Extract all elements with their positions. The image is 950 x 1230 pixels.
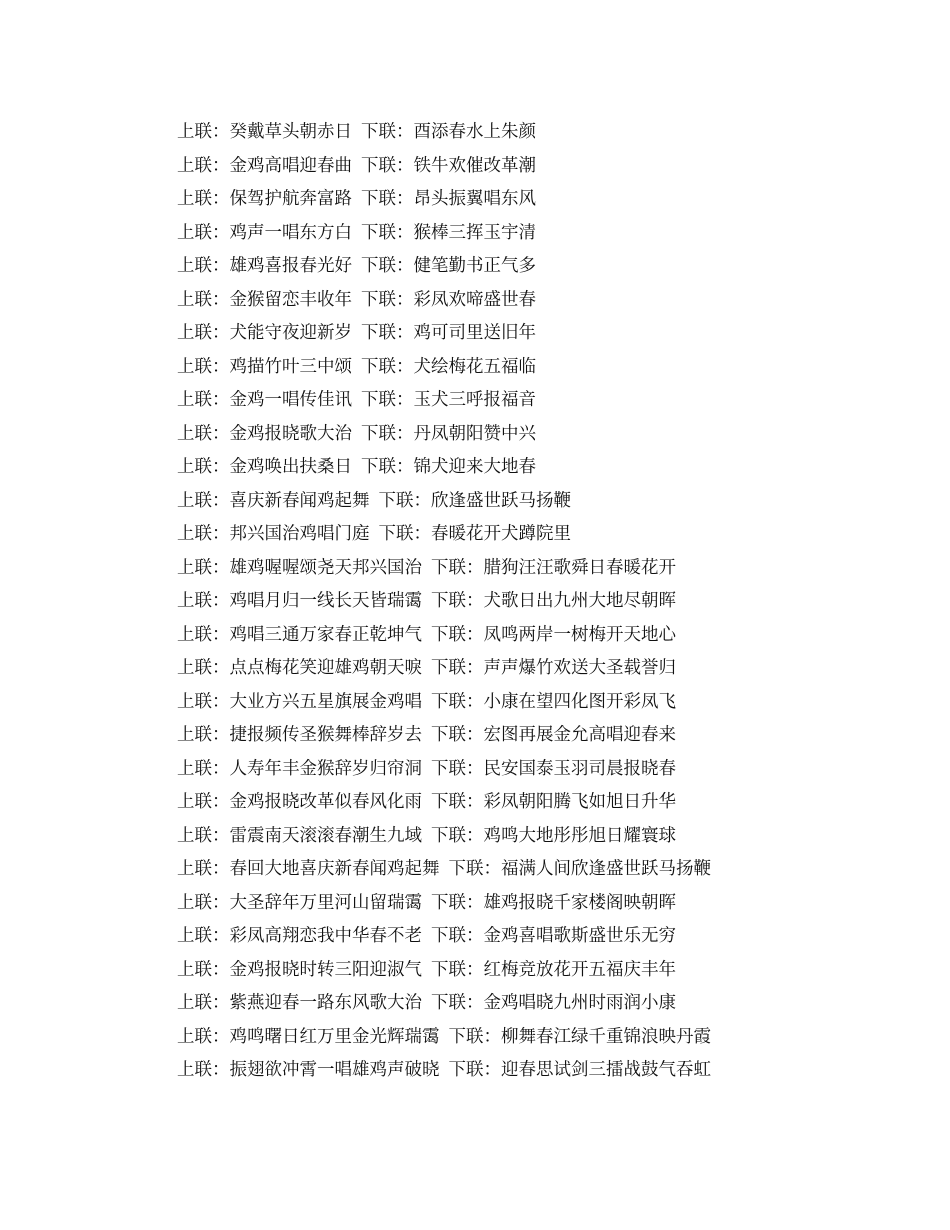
lower-couplet-text: 声声爆竹欢送大圣载誉归 [483,658,676,678]
upper-label: 上联： [177,557,230,578]
lower-couplet-text: 彩凤朝阳腾飞如旭日升华 [483,792,676,812]
upper-label: 上联： [177,524,230,544]
upper-couplet-text: 鸡描竹叶三中颂 [229,356,352,377]
lower-label: 下联： [431,758,484,779]
couplet-line [177,1054,877,1088]
upper-label: 上联： [177,457,230,477]
lower-couplet-text: 红梅竞放花开五福庆丰年 [483,959,676,980]
upper-couplet-text: 春回大地喜庆新春闻鸡起舞 [229,859,440,879]
lower-couplet-text: 腊狗汪汪歌舜日春暖花开 [483,557,676,578]
couplet-line [177,652,877,686]
couplet-line [177,284,877,318]
upper-couplet-text: 犬能守夜迎新岁 [229,323,352,343]
lower-couplet-text: 民安国泰玉羽司晨报晓春 [483,758,676,779]
couplet-line [177,619,877,653]
upper-couplet-text: 金鸡报晓歌大治 [229,423,352,444]
lower-couplet-text: 鸡可司里送旧年 [413,323,536,343]
lower-couplet-text: 春暖花开犬蹲院里 [431,524,571,544]
couplet-line [177,150,877,184]
upper-label: 上联： [177,993,230,1013]
lower-couplet-text: 酉添春水上朱颜 [413,122,536,142]
upper-couplet-text: 雄鸡喜报春光好 [229,256,352,276]
couplet-line [177,853,877,887]
upper-label: 上联： [177,423,230,444]
couplet-line [177,753,877,787]
couplet-line [177,954,877,988]
lower-couplet-text: 昂头振翼唱东风 [413,189,536,209]
upper-label: 上联： [177,624,230,645]
upper-label: 上联： [177,122,230,142]
lower-label: 下联： [361,457,414,477]
upper-label: 上联： [177,356,230,377]
lower-label: 下联： [361,122,414,142]
couplet-line [177,585,877,619]
lower-label: 下联： [431,792,484,812]
lower-label: 下联： [431,624,484,645]
upper-couplet-text: 振翅欲冲霄一唱雄鸡声破晓 [229,1060,440,1080]
couplet-line [177,887,877,921]
upper-label: 上联： [177,289,230,310]
lower-label: 下联： [431,557,484,578]
lower-couplet-text: 凤鸣两岸一树梅开天地心 [483,624,676,645]
upper-couplet-text: 金鸡报晓时转三阳迎淑气 [229,959,422,980]
upper-label: 上联： [177,825,230,846]
lower-couplet-text: 健笔勤书正气多 [413,256,536,276]
upper-couplet-text: 癸戴草头朝赤日 [229,122,352,142]
lower-label: 下联： [361,323,414,343]
lower-label: 下联： [431,825,484,846]
lower-label: 下联： [361,189,414,209]
upper-couplet-text: 金鸡报晓改革似春风化雨 [229,792,422,812]
lower-label: 下联： [431,959,484,980]
couplet-line [177,719,877,753]
couplet-line [177,384,877,418]
lower-couplet-text: 柳舞春江绿千重锦浪映丹霞 [501,1026,711,1047]
lower-label: 下联： [361,390,414,410]
lower-couplet-text: 丹凤朝阳赞中兴 [413,423,536,444]
couplet-line [177,418,877,452]
lower-couplet-text: 欣逢盛世跃马扬鞭 [431,490,571,511]
upper-couplet-text: 紫燕迎春一路东风歌大治 [229,993,422,1013]
lower-couplet-text: 彩凤欢啼盛世春 [413,289,536,310]
lower-label: 下联： [431,725,484,745]
upper-label: 上联： [177,792,230,812]
lower-label: 下联： [378,524,431,544]
lower-couplet-text: 锦犬迎来大地春 [413,457,536,477]
upper-couplet-text: 雄鸡喔喔颂尧天邦兴国治 [229,557,422,578]
upper-couplet-text: 鸡唱三通万家春正乾坤气 [229,624,422,645]
lower-couplet-text: 小康在望四化图开彩凤飞 [483,691,676,712]
upper-couplet-text: 捷报频传圣猴舞棒辞岁去 [229,725,422,745]
lower-label: 下联： [361,423,414,444]
lower-label: 下联： [431,591,484,611]
couplet-line [177,987,877,1021]
upper-label: 上联： [177,926,230,946]
couplet-line [177,116,877,150]
lower-couplet-text: 雄鸡报晓千家楼阁映朝晖 [483,892,676,913]
lower-label: 下联： [431,892,484,913]
upper-couplet-text: 雷震南天滚滚春潮生九域 [229,825,422,846]
upper-label: 上联： [177,859,230,879]
couplet-line [177,317,877,351]
upper-label: 上联： [177,658,230,678]
upper-couplet-text: 金猴留恋丰收年 [229,289,352,310]
lower-label: 下联： [378,490,431,511]
upper-label: 上联： [177,323,230,343]
upper-label: 上联： [177,725,230,745]
upper-couplet-text: 金鸡一唱传佳讯 [229,390,352,410]
upper-label: 上联： [177,490,230,511]
lower-couplet-text: 金鸡喜唱歌斯盛世乐无穷 [483,926,676,946]
upper-couplet-text: 鸡声一唱东方白 [229,222,352,243]
couplet-line [177,820,877,854]
upper-couplet-text: 保驾护航奔富路 [229,189,352,209]
couplet-line [177,552,877,586]
upper-label: 上联： [177,591,230,611]
lower-label: 下联： [431,993,484,1013]
upper-label: 上联： [177,189,230,209]
lower-couplet-text: 犬歌日出九州大地尽朝晖 [483,591,676,611]
upper-couplet-text: 邦兴国治鸡唱门庭 [229,524,370,544]
upper-couplet-text: 喜庆新春闻鸡起舞 [229,490,370,511]
lower-label: 下联： [361,256,414,276]
lower-couplet-text: 宏图再展金允高唱迎春来 [483,725,676,745]
upper-label: 上联： [177,222,230,243]
upper-label: 上联： [177,758,230,779]
couplet-line [177,485,877,519]
upper-label: 上联： [177,1026,230,1047]
lower-couplet-text: 金鸡唱晓九州时雨润小康 [483,993,676,1013]
upper-couplet-text: 鸡唱月归一线长天皆瑞霭 [229,591,422,611]
couplet-line [177,183,877,217]
couplet-line [177,250,877,284]
upper-label: 上联： [177,256,230,276]
lower-couplet-text: 鸡鸣大地彤彤旭日耀寰球 [483,825,676,846]
upper-couplet-text: 彩凤高翔恋我中华春不老 [229,926,422,946]
lower-couplet-text: 犬绘梅花五福临 [413,356,536,377]
couplet-line [177,217,877,251]
upper-label: 上联： [177,892,230,913]
upper-label: 上联： [177,1060,230,1080]
lower-couplet-text: 铁牛欢催改革潮 [413,155,536,176]
lower-couplet-text: 迎春思试剑三擂战鼓气吞虹 [501,1060,711,1080]
lower-label: 下联： [361,289,414,310]
couplet-line [177,920,877,954]
upper-label: 上联： [177,155,230,176]
upper-couplet-text: 点点梅花笑迎雄鸡朝天唳 [229,658,422,678]
lower-couplet-text: 福满人间欣逢盛世跃马扬鞭 [501,859,711,879]
couplet-line [177,518,877,552]
lower-label: 下联： [448,1026,501,1047]
upper-couplet-text: 金鸡唤出扶桑日 [229,457,352,477]
couplet-line [177,451,877,485]
upper-label: 上联： [177,691,230,712]
lower-label: 下联： [431,926,484,946]
couplet-line [177,351,877,385]
lower-label: 下联： [361,222,414,243]
lower-label: 下联： [361,155,414,176]
couplet-line [177,786,877,820]
lower-couplet-text: 猴棒三挥玉宇清 [413,222,536,243]
couplet-line [177,1021,877,1055]
upper-label: 上联： [177,959,230,980]
upper-couplet-text: 大圣辞年万里河山留瑞霭 [229,892,422,913]
couplet-line [177,686,877,720]
upper-couplet-text: 大业方兴五星旗展金鸡唱 [229,691,422,712]
lower-label: 下联： [431,658,484,678]
upper-couplet-text: 鸡鸣曙日红万里金光辉瑞霭 [229,1026,440,1047]
lower-label: 下联： [448,1060,501,1080]
lower-couplet-text: 玉犬三呼报福音 [413,390,536,410]
couplet-list [177,116,877,1088]
upper-couplet-text: 金鸡高唱迎春曲 [229,155,352,176]
lower-label: 下联： [431,691,484,712]
lower-label: 下联： [361,356,414,377]
lower-label: 下联： [448,859,501,879]
upper-couplet-text: 人寿年丰金猴辞岁归帘洞 [229,758,422,779]
upper-label: 上联： [177,390,230,410]
